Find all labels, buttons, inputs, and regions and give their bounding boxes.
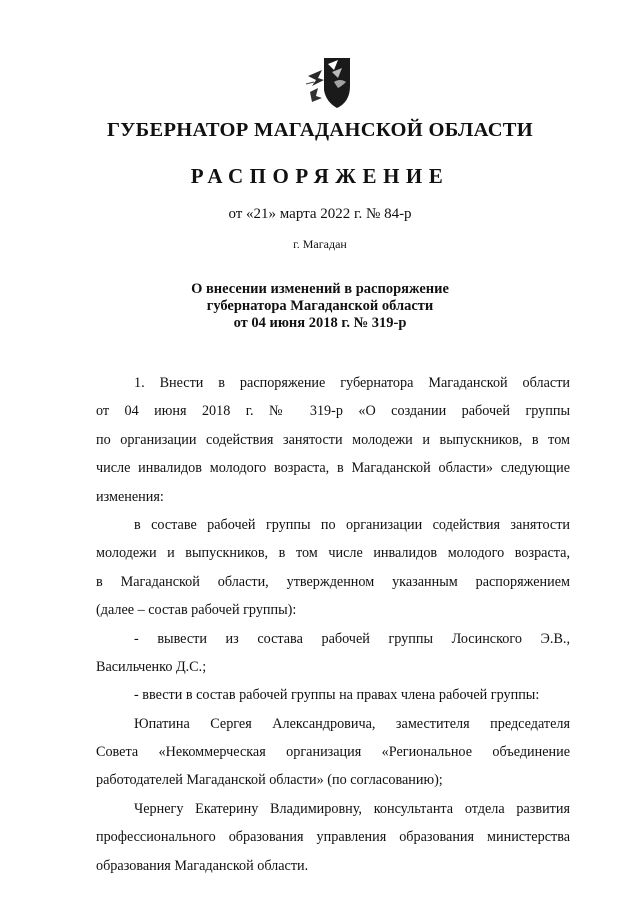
body-line: - вывести из состава рабочей группы Лосинского Э.В., xyxy=(134,630,570,647)
body-line: - ввести в состав рабочей группы на правах члена рабочей группы: xyxy=(134,687,540,704)
body-line: профессионального образования управления образования министерства xyxy=(96,829,570,846)
body-line: по организации содействия занятости молодежи и выпускников, в том xyxy=(96,431,570,448)
document-subject xyxy=(0,281,640,332)
body-line: молодежи и выпускников, в том числе инвалидов молодого возраста, xyxy=(96,545,570,562)
body-line: работодателей Магаданской области» (по согласованию); xyxy=(96,772,443,789)
body-line: изменения: xyxy=(96,488,164,505)
document-date-number: от «21» марта 2022 г. № 84-р xyxy=(228,206,412,222)
org-title: ГУБЕРНАТОР МАГАДАНСКОЙ ОБЛАСТИ xyxy=(106,119,534,141)
body-line: Чернегу Екатерину Владимировну, консультанта отдела развития xyxy=(134,800,570,817)
coat-of-arms-icon xyxy=(304,56,352,110)
body-line: от 04 июня 2018 г. № 319-р «О создании рабочей группы xyxy=(96,403,570,420)
body-line: образования Магаданской области. xyxy=(96,857,309,874)
body-line: Васильченко Д.С.; xyxy=(96,658,207,675)
body-line: в составе рабочей группы по организации содействия занятости xyxy=(134,516,570,533)
subject-line: от 04 июня 2018 г. № 319-р xyxy=(233,315,407,331)
document-city: г. Магадан xyxy=(293,237,347,251)
body-line: 1. Внести в распоряжение губернатора Магаданской области xyxy=(134,375,570,391)
document-type: РАСПОРЯЖЕНИЕ xyxy=(190,164,450,188)
body-line: (далее – состав рабочей группы): xyxy=(96,602,297,619)
body-line: Юпатина Сергея Александровича, заместителя председателя xyxy=(134,715,570,732)
subject-line: О внесении изменений в распоряжение xyxy=(191,281,449,297)
body-line: в Магаданской области, утвержденном указанным распоряжением xyxy=(96,573,570,590)
subject-line: губернатора Магаданской области xyxy=(206,298,434,314)
document-body xyxy=(96,369,570,880)
body-line: числе инвалидов молодого возраста, в Магаданской области» следующие xyxy=(96,460,570,477)
body-line: Совета «Некоммерческая организация «Региональное объединение xyxy=(96,744,570,761)
